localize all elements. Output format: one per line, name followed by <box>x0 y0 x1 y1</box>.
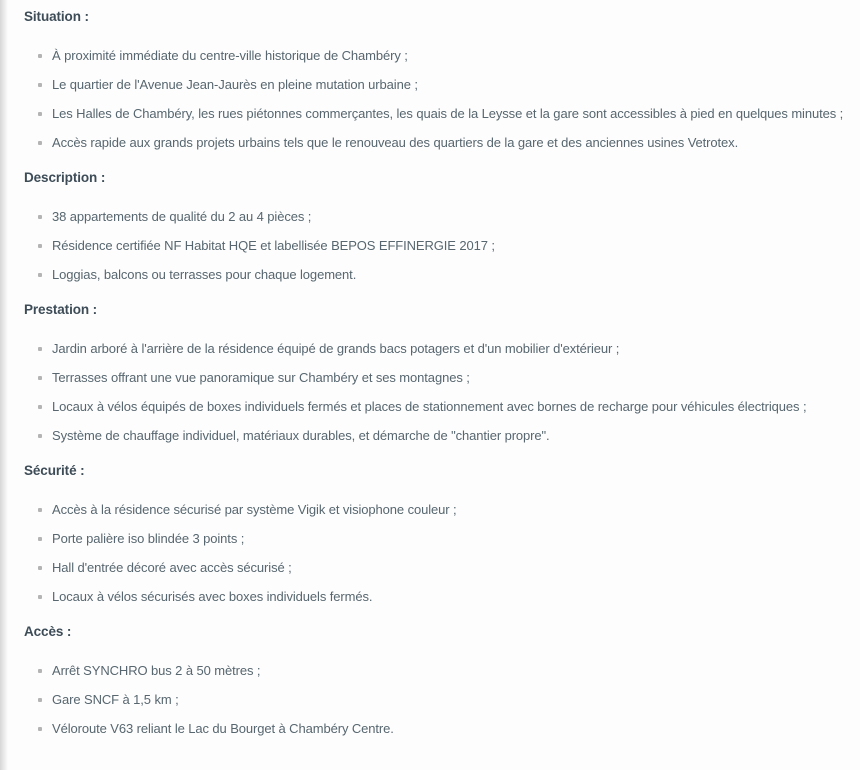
bullet-list <box>24 502 836 605</box>
section-title: Situation : <box>24 9 89 24</box>
list-item <box>38 663 836 679</box>
bullet-dot-icon <box>38 698 42 702</box>
list-item <box>38 135 836 151</box>
bullet-list <box>24 48 844 151</box>
section-4 <box>24 624 836 737</box>
bullet-list <box>24 209 836 283</box>
list-item <box>38 209 836 225</box>
list-item <box>38 428 836 444</box>
section-2 <box>24 302 836 444</box>
section-title: Sécurité : <box>24 463 85 478</box>
bullet-dot-icon <box>38 347 42 351</box>
list-item <box>38 370 836 386</box>
bullet-dot-icon <box>38 83 42 87</box>
list-item-text: Accès à la résidence sécurisé par système Vigik et visiophone couleur ; <box>52 502 457 517</box>
bullet-dot-icon <box>38 54 42 58</box>
bullet-dot-icon <box>38 434 42 438</box>
list-item-text: Le quartier de l'Avenue Jean-Jaurès en pleine mutation urbaine ; <box>52 77 418 92</box>
list-item <box>38 502 836 518</box>
bullet-dot-icon <box>38 566 42 570</box>
list-item-text: Système de chauffage individuel, matériaux durables, et démarche de "chantier propre". <box>52 428 550 443</box>
section-title: Accès : <box>24 624 72 639</box>
bullet-dot-icon <box>38 405 42 409</box>
list-item <box>38 238 836 254</box>
bullet-dot-icon <box>38 595 42 599</box>
bullet-dot-icon <box>38 727 42 731</box>
list-item <box>38 341 836 357</box>
bullet-dot-icon <box>38 537 42 541</box>
list-item-text: Hall d'entrée décoré avec accès sécurisé ; <box>52 560 292 575</box>
section-3 <box>24 463 836 605</box>
list-item-text: Véloroute V63 reliant le Lac du Bourget à Chambéry Centre. <box>52 721 394 736</box>
bullet-dot-icon <box>38 141 42 145</box>
bullet-dot-icon <box>38 215 42 219</box>
list-item-text: Locaux à vélos équipés de boxes individuels fermés et places de stationnement avec bornes de recharge pour véhicules électriques ; <box>52 399 807 414</box>
list-item-text: Jardin arboré à l'arrière de la résidence équipé de grands bacs potagers et d'un mobilier d'extérieur ; <box>52 341 620 356</box>
bullet-dot-icon <box>38 273 42 277</box>
list-item-text: Terrasses offrant une vue panoramique sur Chambéry et ses montagnes ; <box>52 370 470 385</box>
bullet-list <box>24 663 836 737</box>
bullet-dot-icon <box>38 112 42 116</box>
list-item-text: Porte palière iso blindée 3 points ; <box>52 531 245 546</box>
list-item-text: À proximité immédiate du centre-ville historique de Chambéry ; <box>52 48 408 63</box>
bullet-dot-icon <box>38 244 42 248</box>
list-item-text: 38 appartements de qualité du 2 au 4 pièces ; <box>52 209 312 224</box>
list-item <box>38 77 836 93</box>
list-item <box>38 721 836 737</box>
list-item-text: Gare SNCF à 1,5 km ; <box>52 692 179 707</box>
bullet-dot-icon <box>38 669 42 673</box>
list-item-text: Arrêt SYNCHRO bus 2 à 50 mètres ; <box>52 663 261 678</box>
bullet-list <box>24 341 836 444</box>
section-0 <box>24 9 844 151</box>
list-item <box>38 106 844 122</box>
section-1 <box>24 170 836 283</box>
list-item <box>38 560 836 576</box>
list-item <box>38 531 836 547</box>
list-item <box>38 48 836 64</box>
bullet-dot-icon <box>38 508 42 512</box>
list-item <box>38 692 836 708</box>
section-title: Description : <box>24 170 106 185</box>
list-item-text: Les Halles de Chambéry, les rues piétonnes commerçantes, les quais de la Leysse et la gare sont accessibles à pied en quelques minutes ; <box>52 106 844 121</box>
list-item-text: Accès rapide aux grands projets urbains tels que le renouveau des quartiers de la gare et des anciennes usines Vetrotex. <box>52 135 739 150</box>
section-title: Prestation : <box>24 302 98 317</box>
list-item-text: Locaux à vélos sécurisés avec boxes individuels fermés. <box>52 589 373 604</box>
list-item-text: Résidence certifiée NF Habitat HQE et labellisée BEPOS EFFINERGIE 2017 ; <box>52 238 495 253</box>
list-item-text: Loggias, balcons ou terrasses pour chaque logement. <box>52 267 357 282</box>
list-item <box>38 589 836 605</box>
bullet-dot-icon <box>38 376 42 380</box>
list-item <box>38 399 836 415</box>
list-item <box>38 267 836 283</box>
